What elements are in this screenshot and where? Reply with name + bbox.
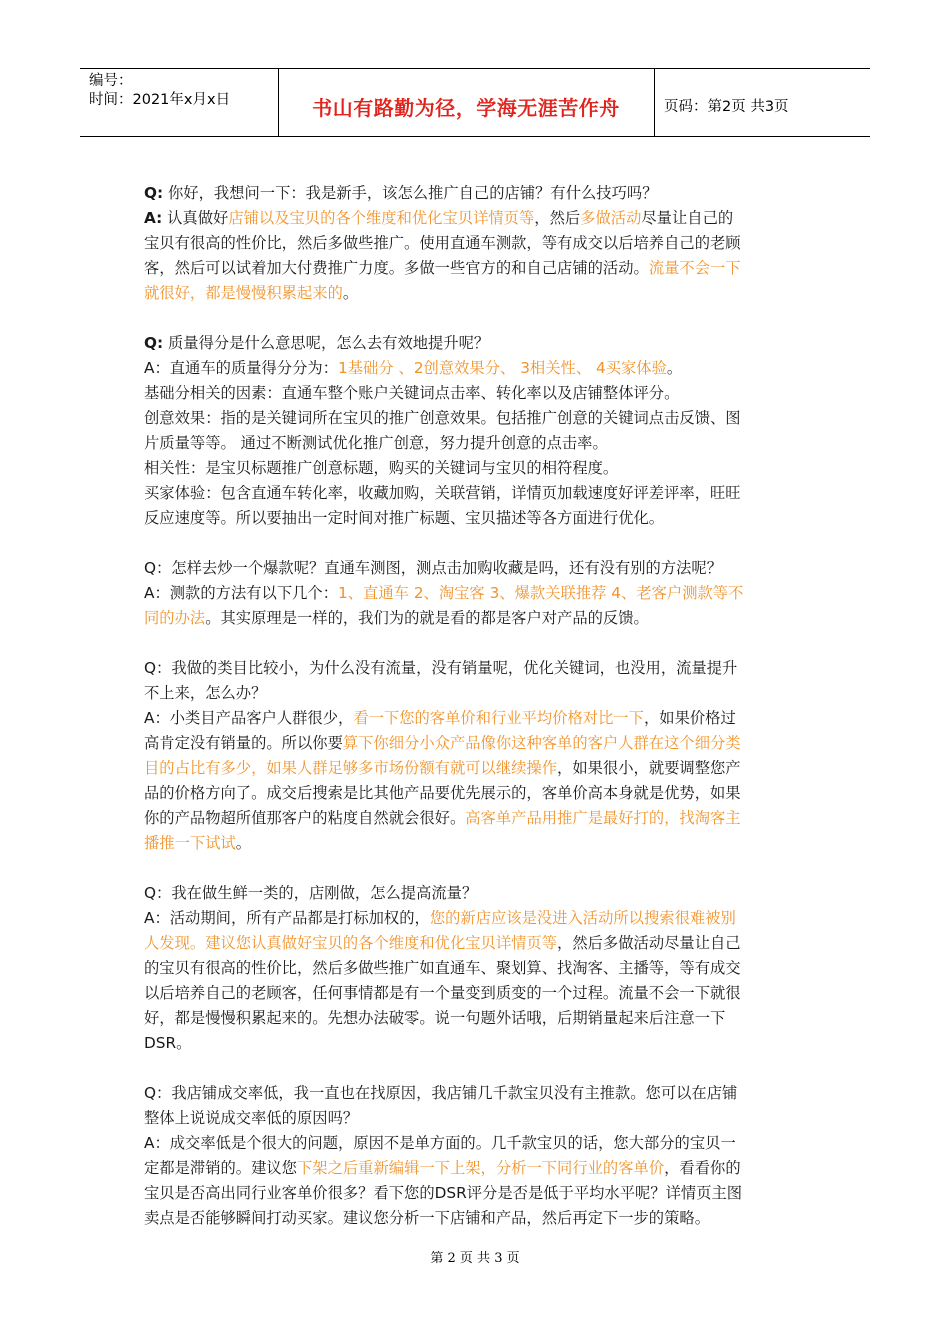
text-segment: 。 — [235, 834, 252, 852]
highlighted-text: 人发现。建议您认真做好宝贝的各个维度和优化宝贝详情页等 — [144, 934, 558, 952]
header-page-info: 页码：第2页 共3页 — [664, 99, 789, 115]
text-line — [144, 1031, 808, 1056]
text-line — [144, 606, 808, 631]
text-line — [144, 881, 808, 906]
text-segment: ，然后多做活动尽量让自己 — [557, 934, 741, 952]
text-segment: 质量得分是什么意思呢，怎么去有效地提升呢？ — [163, 334, 490, 352]
text-segment: Q：我店铺成交率低，我一直也在找原因，我店铺几千款宝贝没有主推款。您可以在店铺 — [144, 1084, 738, 1102]
text-segment: A：测款的方法有以下几个： — [144, 584, 339, 602]
page-header — [80, 68, 870, 137]
text-segment: 整体上说说成交率低的原因吗？ — [144, 1109, 359, 1127]
text-segment: 定都是滞销的。建议您 — [144, 1159, 297, 1177]
text-segment: Q：我做的类目比较小，为什么没有流量，没有销量呢，优化关键词，也没用，流量提升 — [144, 659, 738, 677]
text-line — [144, 1106, 808, 1131]
paragraph-gap — [144, 631, 808, 656]
text-segment: 片质量等等。 通过不断测试优化推广创意，努力提升创意的点击率。 — [144, 434, 608, 452]
highlighted-text: 播推一下试试 — [144, 834, 236, 852]
text-segment: 。 — [342, 284, 359, 302]
text-segment: 以后培养自己的老顾客，任何事情都是有一个量变到质变的一个过程。流量不会一下就很 — [144, 984, 741, 1002]
paragraph-gap — [144, 306, 808, 331]
highlighted-text: 下架之后重新编辑一下上架，分析一下同行业的客单价 — [296, 1159, 665, 1177]
text-line — [144, 831, 808, 856]
text-line — [144, 906, 808, 931]
document-number-label: 编号： — [89, 73, 133, 89]
text-segment: 尽量让自己的 — [641, 209, 734, 227]
paragraph-gap — [144, 856, 808, 881]
text-line — [144, 806, 808, 831]
text-line — [144, 506, 808, 531]
text-line — [144, 381, 808, 406]
text-segment: 的宝贝有很高的性价比，然后多做些推广如直通车、聚划算、找淘客、主播等，等有成交 — [144, 959, 741, 977]
text-segment: A：直通车的质量得分分为： — [144, 359, 339, 377]
text-segment: 反应速度等。所以要抽出一定时间对推广标题、宝贝描述等各方面进行优化。 — [144, 509, 665, 527]
text-line — [144, 981, 808, 1006]
text-line — [144, 481, 808, 506]
highlighted-text: 流量不会一下 — [648, 259, 741, 277]
text-line — [144, 356, 808, 381]
text-segment: 基础分相关的因素：直通车整个账户关键词点击率、转化率以及店铺整体评分。 — [144, 384, 680, 402]
text-line — [144, 581, 808, 606]
text-segment: ，看看你的 — [664, 1159, 741, 1177]
paragraph-gap — [144, 531, 808, 556]
qa-marker: Q: — [144, 334, 164, 352]
text-segment: 高肯定没有销量的。所以你要 — [144, 734, 343, 752]
text-segment: 你好，我想问一下：我是新手，该怎么推广自己的店铺？有什么技巧吗？ — [163, 184, 658, 202]
header-page-cell — [654, 69, 870, 136]
text-line — [144, 756, 808, 781]
page-footer: 第 2 页 共 3 页 — [430, 1251, 520, 1266]
text-segment: 宝贝有很高的性价比，然后多做些推广。使用直通车测款，等有成交以后培养自己的老顾 — [144, 234, 741, 252]
text-line — [144, 406, 808, 431]
text-segment: 。 — [666, 359, 683, 377]
highlighted-text: 店铺以及宝贝的各个维度和优化宝贝详情页等 — [228, 209, 535, 227]
qa-marker: Q: — [144, 184, 164, 202]
qa-content — [144, 181, 808, 1231]
text-segment: A：活动期间，所有产品都是打标加权的， — [144, 909, 430, 927]
text-line — [144, 681, 808, 706]
header-motto: 书山有路勤为径，学海无涯苦作舟 — [312, 96, 620, 120]
document-date: 时间：2021年x月x日 — [89, 92, 231, 108]
text-line — [144, 1156, 808, 1181]
text-line — [144, 431, 808, 456]
highlighted-text: 同的办法 — [144, 609, 206, 627]
text-segment: 品的价格方向了。成交后搜索是比其他产品要优先展示的，客单价高本身就是优势，如果 — [144, 784, 741, 802]
text-segment: 宝贝是否高出同行业客单价很多？看下您的DSR评分是否是低于平均水平呢？详情页主图 — [144, 1184, 743, 1202]
highlighted-text: 高客单产品用推广是最好打的，找淘客主 — [465, 809, 741, 827]
text-line — [144, 181, 808, 206]
highlighted-text: 看一下您的客单价和行业平均价格对比一下 — [353, 709, 644, 727]
text-line — [144, 1131, 808, 1156]
text-line — [144, 731, 808, 756]
highlighted-text: 多做活动 — [580, 209, 642, 227]
text-segment: 客，然后可以试着加大付费推广力度。多做一些官方的和自己店铺的活动。 — [144, 259, 649, 277]
text-line — [144, 231, 808, 256]
text-segment: A：小类目产品客户人群很少， — [144, 709, 354, 727]
text-segment: ，如果很小，就要调整您产 — [557, 759, 741, 777]
highlighted-text: 目的占比有多少，如果人群足够多市场份额有就可以继续操作 — [144, 759, 558, 777]
highlighted-text: 您的新店应该是没进入活动所以搜索很难被别 — [429, 909, 736, 927]
text-line — [144, 206, 808, 231]
text-line — [144, 656, 808, 681]
highlighted-text: 算下你细分小众产品像你这种客单的客户人群在这个细分类 — [342, 734, 741, 752]
text-line — [144, 331, 808, 356]
header-motto-cell — [278, 69, 655, 136]
text-segment: Q：怎样去炒一个爆款呢？直通车测图，测点击加购收藏是吗，还有没有别的方法呢？ — [144, 559, 723, 577]
text-segment: 卖点是否能够瞬间打动买家。建议您分析一下店铺和产品，然后再定下一步的策略。 — [144, 1209, 710, 1227]
text-segment: 你的产品物超所值那客户的粘度自然就会很好。 — [144, 809, 466, 827]
text-segment: ，然后 — [534, 209, 581, 227]
text-segment: 不上来，怎么办？ — [144, 684, 267, 702]
text-line — [144, 1206, 808, 1231]
highlighted-text: 1、直通车 2、淘宝客 3、爆款关联推荐 4、老客户测款等不 — [338, 584, 744, 602]
text-line — [144, 956, 808, 981]
header-info-cell — [80, 69, 279, 136]
highlighted-text: 就很好，都是慢慢积累起来的 — [144, 284, 343, 302]
text-line — [144, 456, 808, 481]
text-line — [144, 781, 808, 806]
text-segment: DSR。 — [144, 1034, 192, 1052]
text-line — [144, 556, 808, 581]
text-line — [144, 931, 808, 956]
text-line — [144, 281, 808, 306]
text-line — [144, 1181, 808, 1206]
text-line — [144, 1006, 808, 1031]
text-segment: 好，都是慢慢积累起来的。先想办法破零。说一句题外话哦，后期销量起来后注意一下 — [144, 1009, 726, 1027]
text-line — [144, 256, 808, 281]
text-segment: 买家体验：包含直通车转化率，收藏加购，关联营销，详情页加载速度好评差评率，旺旺 — [144, 484, 741, 502]
text-line — [144, 706, 808, 731]
text-segment: ，如果价格过 — [643, 709, 736, 727]
text-segment: 认真做好 — [162, 209, 229, 227]
text-segment: A：成交率低是个很大的问题，原因不是单方面的。几千款宝贝的话，您大部分的宝贝一 — [144, 1134, 736, 1152]
highlighted-text: 1基础分 、2创意效果分、 3相关性、 4买家体验 — [338, 359, 667, 377]
text-segment: 。其实原理是一样的，我们为的就是看的都是客户对产品的反馈。 — [205, 609, 649, 627]
text-segment: 创意效果：指的是关键词所在宝贝的推广创意效果。包括推广创意的关键词点击反馈、图 — [144, 409, 741, 427]
text-line — [144, 1081, 808, 1106]
text-segment: Q：我在做生鲜一类的，店刚做，怎么提高流量？ — [144, 884, 478, 902]
paragraph-gap — [144, 1056, 808, 1081]
text-segment: 相关性：是宝贝标题推广创意标题，购买的关键词与宝贝的相符程度。 — [144, 459, 619, 477]
qa-marker: A: — [144, 209, 163, 227]
